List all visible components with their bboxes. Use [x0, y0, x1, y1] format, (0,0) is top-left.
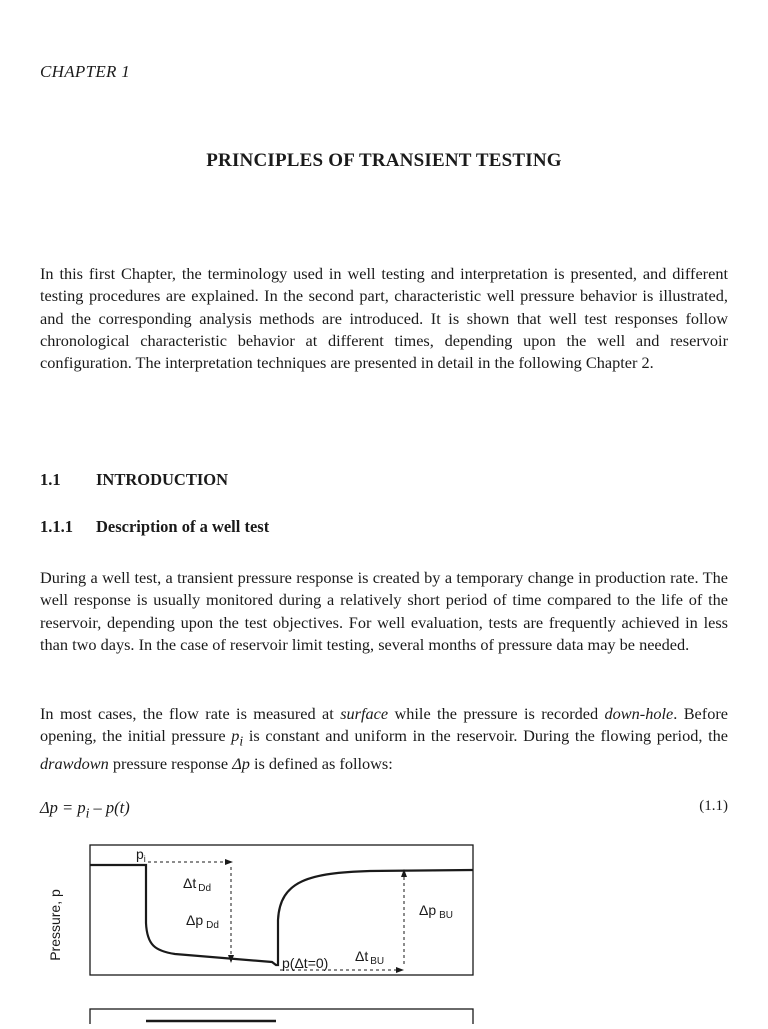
label-dt-dd-sub: Dd	[198, 883, 212, 894]
label-dp-bu-sub: BU	[439, 910, 454, 921]
pressure-figure-svg	[40, 835, 500, 1024]
subsection-number: 1.1.1	[40, 517, 73, 536]
p2-text-2: while the pressure is recorded	[388, 704, 605, 723]
label-dt-dd	[183, 875, 211, 894]
label-dp-bu-main: Δp	[419, 902, 437, 918]
equation-number: (1.1)	[699, 798, 728, 814]
equation-rhs: – p(t)	[89, 798, 130, 817]
equation-lhs: Δp = p	[40, 798, 86, 817]
p2-surface: surface	[340, 704, 389, 723]
label-pi	[136, 846, 146, 864]
p2-text-1: In most cases, the flow rate is measured at	[40, 704, 341, 723]
equation-1-1	[40, 798, 130, 821]
label-p-dt0: p(Δt=0)	[282, 955, 329, 971]
p2-text-5: pressure response	[108, 753, 233, 773]
paragraph-1: During a well test, a transient pressure response is created by a temporary change in production rate. The well response is usually monitored during a relatively short period of time compared to the life of the reservoir, depending upon the test objectives. For well evaluation, tests are frequently achieved in less than two days. In the case of reservoir limit testing, several months of pressure data may be needed.	[40, 568, 728, 654]
p2-downhole: down-hole	[604, 704, 674, 723]
p2-text-3: . Before opening, the initial pressure	[40, 704, 728, 746]
p2-text-6: is defined as follows:	[249, 753, 393, 773]
p2-drawdown: drawdown	[40, 753, 109, 773]
section-number: 1.1	[40, 470, 61, 489]
pressure-curve	[90, 865, 473, 965]
label-dp-dd-sub: Dd	[206, 920, 219, 931]
chapter-label: CHAPTER 1	[40, 62, 131, 81]
p2-pi: p	[231, 726, 240, 746]
paragraph-2	[40, 703, 728, 775]
dt-dd-arrowhead	[225, 859, 233, 865]
subsection-heading	[40, 517, 269, 537]
dt-bu-arrowhead	[396, 967, 404, 973]
equation-sub: i	[85, 805, 90, 821]
section-title: INTRODUCTION	[96, 470, 229, 489]
chapter-title: PRINCIPLES OF TRANSIENT TESTING	[206, 150, 562, 171]
label-dt-dd-main: Δt	[183, 875, 197, 891]
intro-paragraph: In this first Chapter, the terminology used in well testing and interpretation is presented, and different testing procedures are explained. In the second part, characteristic well pressure behavior is illustrated, and the corresponding analysis methods are introduced. It is shown that well test responses follow chronological characteristic behavior at different times, depending upon the well and reservoir configuration. The interpretation techniques are presented in detail in the following Chapter 2.	[40, 264, 728, 373]
p2-dp: Δp	[232, 753, 250, 773]
p2-text-4: is constant and uniform in the reservoir. During the flowing period, the	[243, 726, 728, 746]
label-pi-main: p	[136, 846, 144, 862]
p2-pi-sub: i	[239, 733, 244, 749]
label-dp-dd-main: Δp	[186, 912, 204, 928]
label-dp-bu	[419, 902, 453, 921]
label-pi-sub: i	[143, 854, 146, 864]
label-dt-bu-sub: BU	[370, 956, 385, 967]
subsection-title: Description of a well test	[96, 517, 270, 536]
section-heading	[40, 470, 228, 490]
label-dt-bu-main: Δt	[355, 948, 369, 964]
label-dp-dd	[186, 912, 219, 931]
y-axis-label: Pressure, p	[47, 889, 63, 961]
pressure-figure	[40, 835, 500, 1029]
label-dt-bu	[355, 948, 384, 967]
